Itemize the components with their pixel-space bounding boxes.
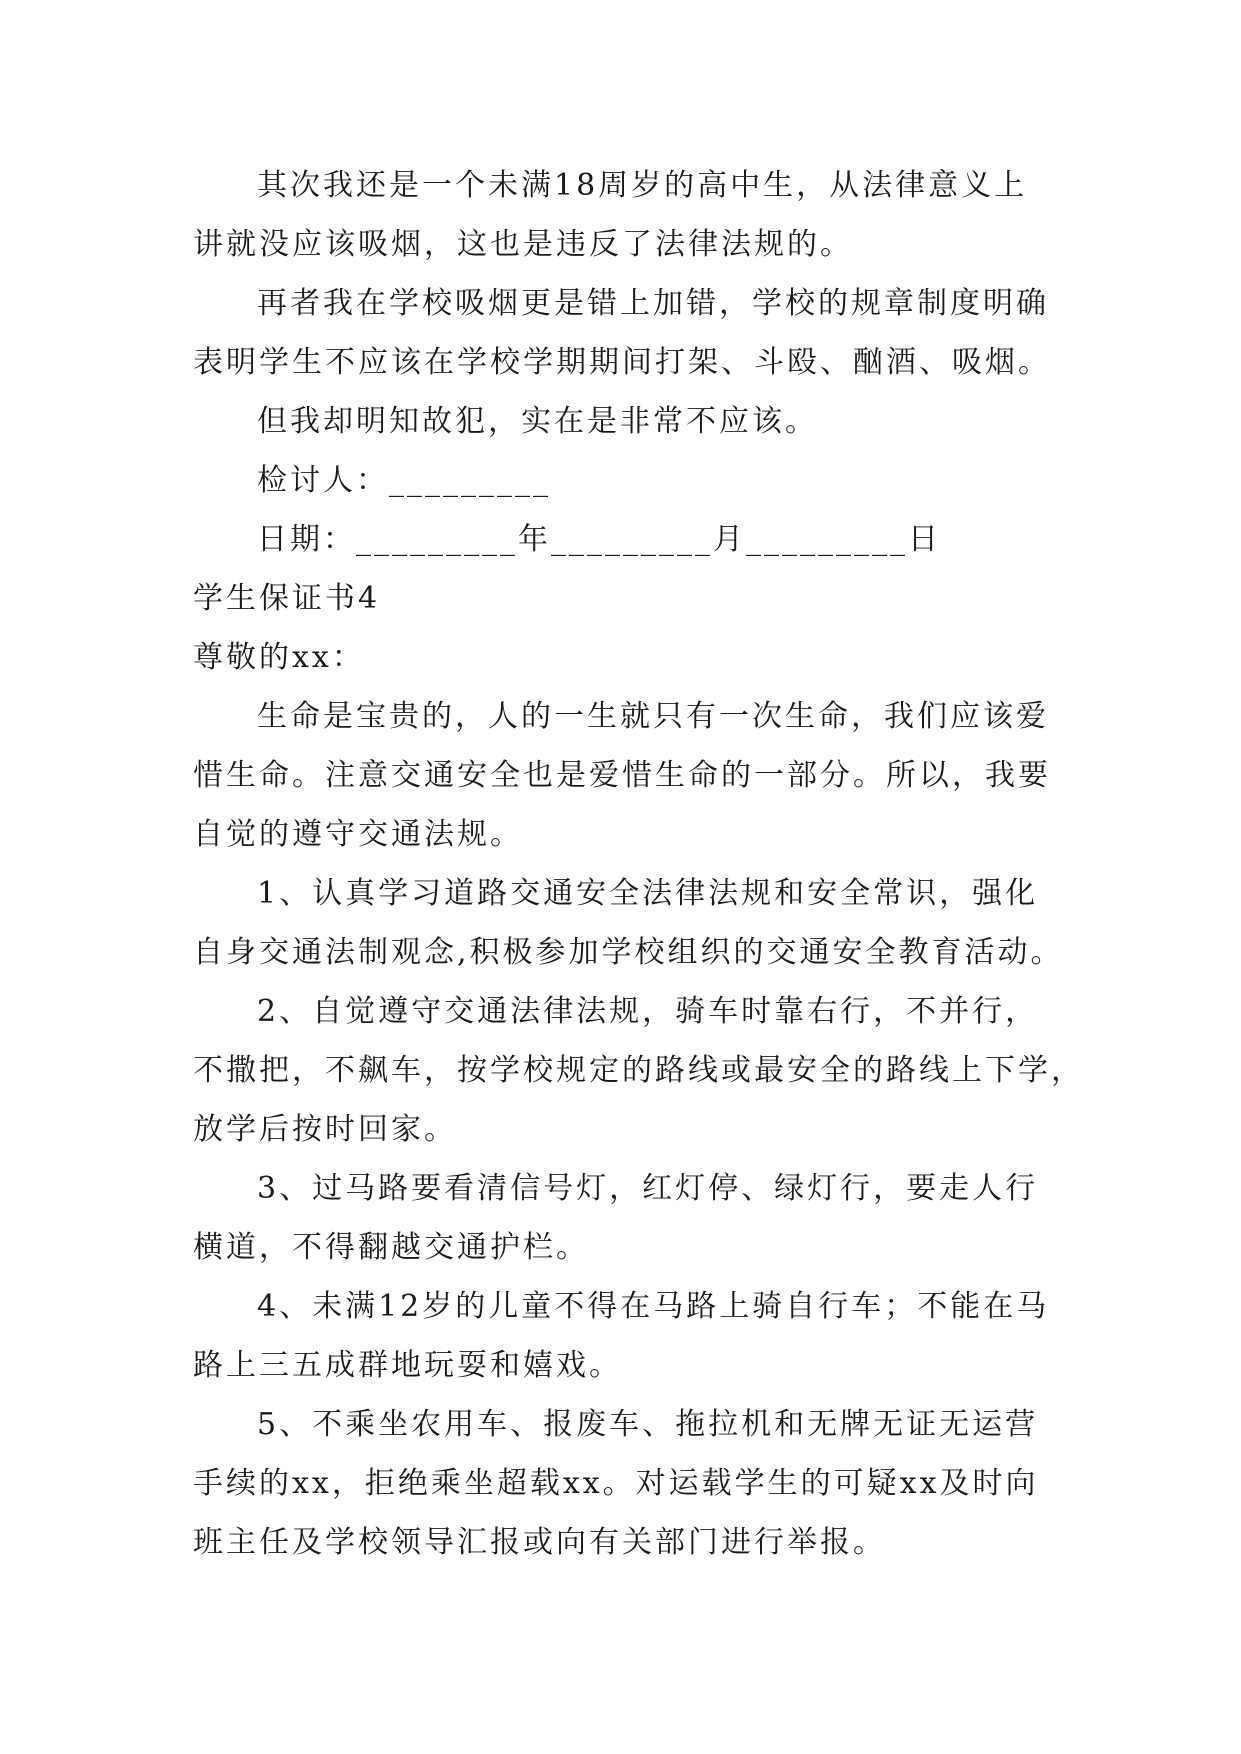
signature-line: 检讨人：_________ — [257, 463, 551, 498]
paragraph-line: 惜生命。注意交通安全也是爱惜生命的一部分。所以，我要 — [193, 758, 1051, 793]
list-item-line: 放学后按时回家。 — [193, 1112, 457, 1147]
list-item-line: 路上三五成群地玩耍和嬉戏。 — [193, 1348, 622, 1383]
list-item-line: 自身交通法制观念,积极参加学校组织的交通安全教育活动。 — [193, 935, 1064, 970]
paragraph-line: 自觉的遵守交通法规。 — [193, 817, 523, 852]
paragraph-line: 生命是宝贵的，人的一生就只有一次生命，我们应该爱 — [257, 699, 1049, 734]
list-item-line: 4、未满12岁的儿童不得在马路上骑自行车；不能在马 — [257, 1289, 1050, 1324]
list-item-line: 横道，不得翻越交通护栏。 — [193, 1230, 589, 1265]
document-page — [193, 156, 1084, 1572]
date-line: 日期：_________年_________月_________日 — [257, 522, 941, 557]
list-item-line: 2、自觉遵守交通法律法规，骑车时靠右行，不并行， — [257, 994, 1039, 1029]
list-item-line: 不撒把，不飙车，按学校规定的路线或最安全的路线上下学， — [193, 1053, 1084, 1088]
paragraph-line: 表明学生不应该在学校学期期间打架、斗殴、酗酒、吸烟。 — [193, 345, 1051, 380]
paragraph-line: 再者我在学校吸烟更是错上加错，学校的规章制度明确 — [257, 286, 1049, 321]
paragraph-line: 讲就没应该吸烟，这也是违反了法律法规的。 — [193, 227, 853, 262]
salutation: 尊敬的xx： — [193, 640, 365, 675]
section-title: 学生保证书4 — [193, 581, 381, 616]
list-item-line: 5、不乘坐农用车、报废车、拖拉机和无牌无证无运营 — [257, 1407, 1039, 1442]
paragraph-line: 其次我还是一个未满18周岁的高中生，从法律意义上 — [257, 168, 1028, 203]
list-item-line: 1、认真学习道路交通安全法律法规和安全常识，强化 — [257, 876, 1039, 911]
list-item-line: 手续的xx，拒绝乘坐超载xx。对运载学生的可疑xx及时向 — [193, 1466, 1039, 1501]
list-item-line: 3、过马路要看清信号灯，红灯停、绿灯行，要走人行 — [257, 1171, 1039, 1206]
paragraph-line: 但我却明知故犯，实在是非常不应该。 — [257, 404, 818, 439]
list-item-line: 班主任及学校领导汇报或向有关部门进行举报。 — [193, 1525, 886, 1560]
